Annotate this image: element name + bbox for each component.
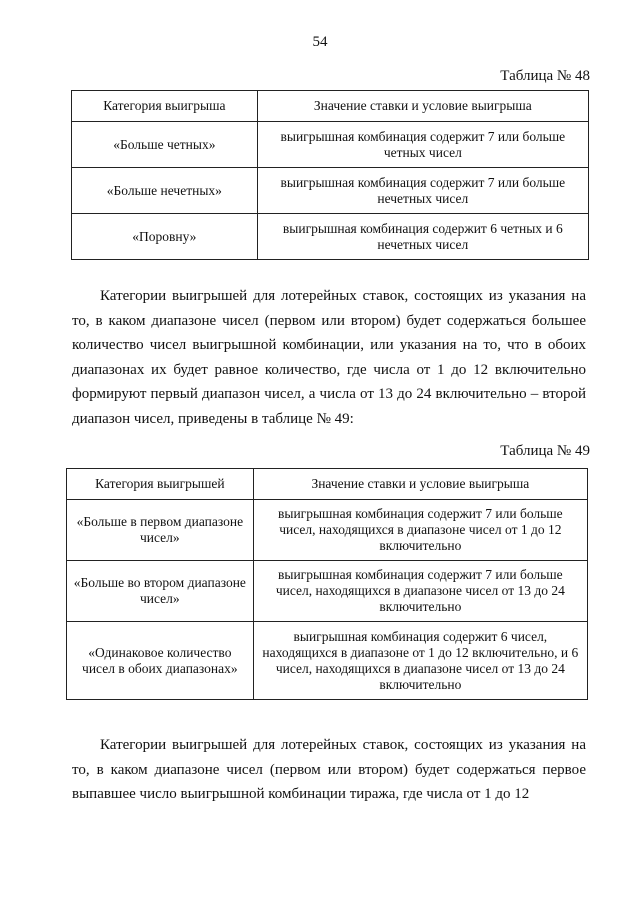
table-49-caption: Таблица № 49 (500, 443, 590, 459)
table-49-header-condition: Значение ставки и условие выигрыша (253, 469, 587, 500)
table-49 (66, 468, 588, 700)
table-row (72, 168, 589, 214)
paragraph: Категории выигрышей для лотерейных ставок, состоящих из указания на то, в каком диапазоне чисел (первом или втором) будет содержаться первое выпавшее число выигрышной комбинации тиража, где числа от 1 до 12 (72, 737, 586, 802)
table-48-header-category: Категория выигрыша (72, 91, 258, 122)
page-number: 54 (312, 34, 328, 50)
table-row (72, 122, 589, 168)
table-cell-condition: выигрышная комбинация содержит 6 чисел, находящихся в диапазоне от 1 до 12 включительно, и 6 чисел, находящихся в диапазоне чисел от 13 до 24 включительно (253, 622, 587, 700)
table-cell-condition: выигрышная комбинация содержит 7 или больше четных чисел (257, 122, 588, 168)
table-48-header-row (72, 91, 589, 122)
table-cell-category: «Одинаковое количество чисел в обоих диапазонах» (67, 622, 254, 700)
table-row (72, 214, 589, 260)
table-48-caption: Таблица № 48 (500, 68, 590, 84)
table-cell-condition: выигрышная комбинация содержит 6 четных и 6 нечетных чисел (257, 214, 588, 260)
table-row (67, 622, 588, 700)
table-49-header-row (67, 469, 588, 500)
table-cell-category: «Больше во втором диапазоне чисел» (67, 561, 254, 622)
table-cell-category: «Больше четных» (72, 122, 258, 168)
table-cell-condition: выигрышная комбинация содержит 7 или больше нечетных чисел (257, 168, 588, 214)
table-cell-category: «Поровну» (72, 214, 258, 260)
table-48 (71, 90, 589, 260)
table-49-header-category: Категория выигрышей (67, 469, 254, 500)
paragraph: Категории выигрышей для лотерейных ставок, состоящих из указания на то, в каком диапазоне чисел (первом или втором) будет содержаться большее количество чисел выигрышной комбинации, или указания на то, что в обоих диапазонах их будет равное количество, где числа от 1 до 12 включительно формируют первый диапазон чисел, а числа от 13 до 24 включительно – второй диапазон чисел, приведены в таблице № 49: (72, 288, 586, 427)
table-cell-category: «Больше нечетных» (72, 168, 258, 214)
table-cell-condition: выигрышная комбинация содержит 7 или больше чисел, находящихся в диапазоне чисел от 1 до 12 включительно (253, 500, 587, 561)
table-row (67, 500, 588, 561)
table-row (67, 561, 588, 622)
table-cell-condition: выигрышная комбинация содержит 7 или больше чисел, находящихся в диапазоне чисел от 13 до 24 включительно (253, 561, 587, 622)
table-48-header-condition: Значение ставки и условие выигрыша (257, 91, 588, 122)
table-cell-category: «Больше в первом диапазоне чисел» (67, 500, 254, 561)
